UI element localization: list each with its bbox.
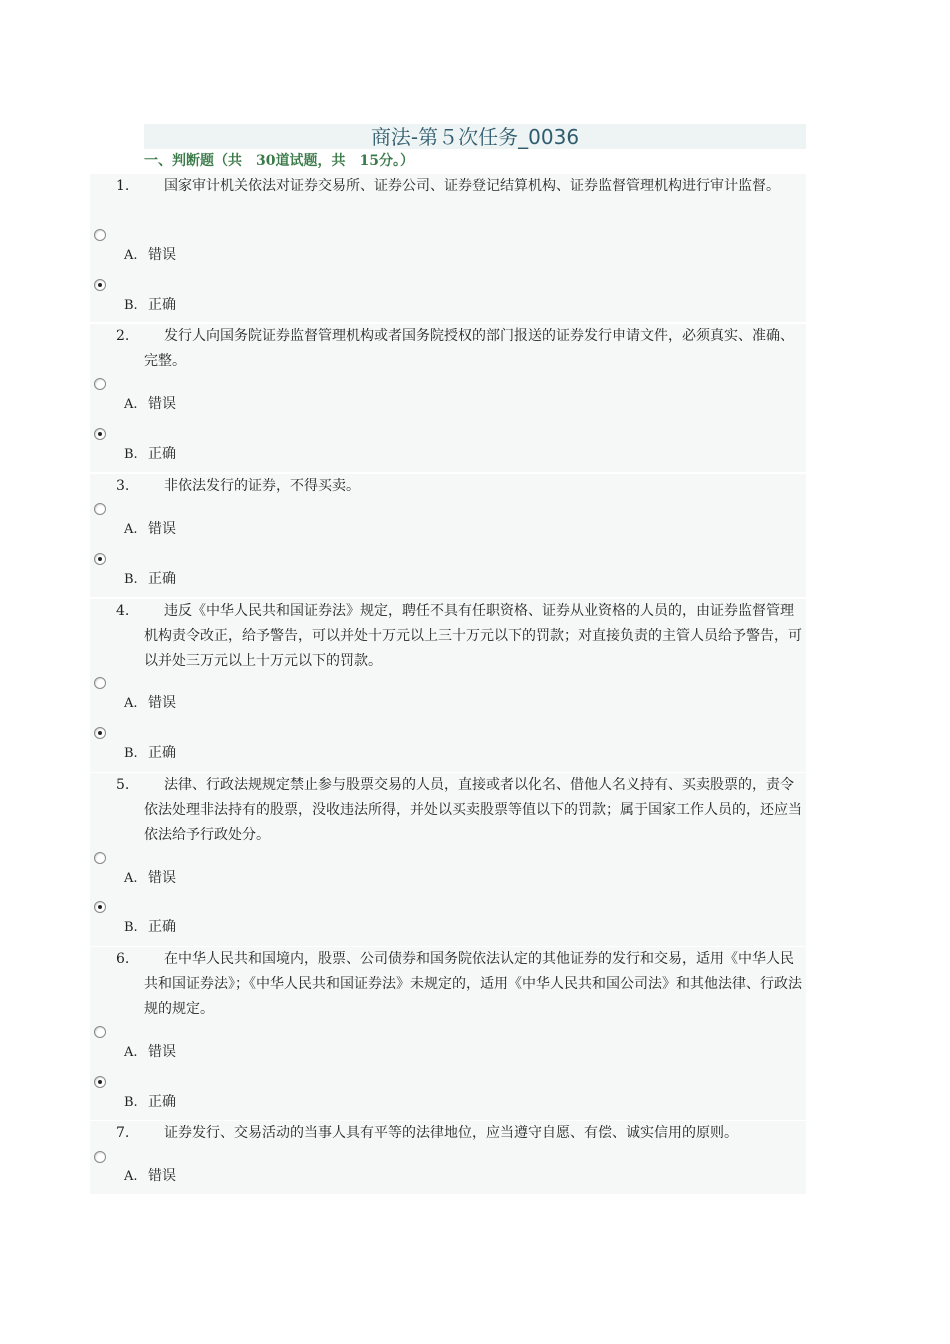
question-number: 1. xyxy=(116,178,130,194)
question-number: 3. xyxy=(116,478,130,494)
radio-option-a[interactable] xyxy=(94,229,106,241)
question-number: 2. xyxy=(116,328,130,344)
option-b[interactable] xyxy=(124,295,176,316)
section-heading xyxy=(144,150,806,172)
option-b[interactable] xyxy=(124,743,176,764)
question-text: 法律、行政法规规定禁止参与股票交易的人员，直接或者以化名、借他人名义持有、买卖股票的，责令依法处理非法持有的股票，没收违法所得，并处以买卖股票等值以下的罚款；属于国家工作人员的，还应当依法给予行政处分。 xyxy=(144,777,802,843)
option-label: 正确 xyxy=(148,571,176,587)
radio-option-a[interactable] xyxy=(94,852,106,864)
radio-option-b[interactable] xyxy=(94,727,106,739)
option-a[interactable] xyxy=(124,693,176,714)
option-letter: A. xyxy=(124,1045,138,1060)
radio-option-a[interactable] xyxy=(94,677,106,689)
section-question-count: 30 xyxy=(256,153,276,169)
radio-option-a[interactable] xyxy=(94,1026,106,1038)
section-points: 15 xyxy=(359,153,379,169)
radio-option-b[interactable] xyxy=(94,279,106,291)
question-text: 在中华人民共和国境内，股票、公司债券和国务院依法认定的其他证券的发行和交易，适用《中华人民共和国证券法》；《中华人民共和国证券法》未规定的，适用《中华人民共和国公司法》和其他法律、行政法规的规定。 xyxy=(144,951,802,1017)
option-label: 错误 xyxy=(148,870,176,886)
question-text: 非依法发行的证券，不得买卖。 xyxy=(164,478,360,494)
question-text: 证券发行、交易活动的当事人具有平等的法律地位，应当遵守自愿、有偿、诚实信用的原则。 xyxy=(164,1125,738,1141)
option-label: 正确 xyxy=(148,1094,176,1110)
option-label: 正确 xyxy=(148,446,176,462)
radio-option-a[interactable] xyxy=(94,378,106,390)
radio-option-b[interactable] xyxy=(94,553,106,565)
option-label: 正确 xyxy=(148,297,176,313)
option-letter: B. xyxy=(124,746,138,761)
question-text: 发行人向国务院证券监督管理机构或者国务院授权的部门报送的证券发行申请文件，必须真实、准确、完整。 xyxy=(144,328,794,369)
option-letter: A. xyxy=(124,522,138,537)
question-number: 5. xyxy=(116,777,130,793)
option-a[interactable] xyxy=(124,394,176,415)
option-a[interactable] xyxy=(124,245,176,266)
radio-option-a[interactable] xyxy=(94,503,106,515)
radio-option-a[interactable] xyxy=(94,1151,106,1163)
option-b[interactable] xyxy=(124,569,176,590)
option-letter: A. xyxy=(124,248,138,263)
option-letter: A. xyxy=(124,696,138,711)
option-b[interactable] xyxy=(124,917,176,938)
section-label-prefix: 一、判断题（共 xyxy=(144,153,242,169)
question-number: 4. xyxy=(116,603,130,619)
radio-option-b[interactable] xyxy=(94,901,106,913)
option-label: 正确 xyxy=(148,919,176,935)
radio-option-b[interactable] xyxy=(94,428,106,440)
option-label: 错误 xyxy=(148,396,176,412)
radio-option-b[interactable] xyxy=(94,1076,106,1088)
option-letter: B. xyxy=(124,572,138,587)
option-a[interactable] xyxy=(124,1166,176,1187)
option-letter: B. xyxy=(124,298,138,313)
option-label: 正确 xyxy=(148,745,176,761)
option-label: 错误 xyxy=(148,1168,176,1184)
option-letter: B. xyxy=(124,920,138,935)
option-a[interactable] xyxy=(124,868,176,889)
option-b[interactable] xyxy=(124,1092,176,1113)
option-label: 错误 xyxy=(148,695,176,711)
option-letter: B. xyxy=(124,1095,138,1110)
option-letter: A. xyxy=(124,397,138,412)
option-a[interactable] xyxy=(124,1042,176,1063)
option-b[interactable] xyxy=(124,444,176,465)
question-text: 违反《中华人民共和国证券法》规定，聘任不具有任职资格、证券从业资格的人员的，由证券监督管理机构责令改正，给予警告，可以并处十万元以上三十万元以下的罚款；对直接负责的主管人员给予警告，可以并处三万元以上十万元以下的罚款。 xyxy=(144,603,802,669)
question-number: 6. xyxy=(116,951,130,967)
section-label-suffix: 分。） xyxy=(378,153,414,169)
option-label: 错误 xyxy=(148,521,176,537)
section-label-mid: 道试题，共 xyxy=(275,153,346,169)
question-number: 7. xyxy=(116,1125,130,1141)
option-a[interactable] xyxy=(124,519,176,540)
option-letter: A. xyxy=(124,1169,138,1184)
question-text: 国家审计机关依法对证券交易所、证券公司、证券登记结算机构、证券监督管理机构进行审计监督。 xyxy=(164,178,780,194)
page-title: 商法-第５次任务_0036 xyxy=(370,125,580,149)
option-letter: B. xyxy=(124,447,138,462)
option-label: 错误 xyxy=(148,1044,176,1060)
option-label: 错误 xyxy=(148,247,176,263)
option-letter: A. xyxy=(124,871,138,886)
